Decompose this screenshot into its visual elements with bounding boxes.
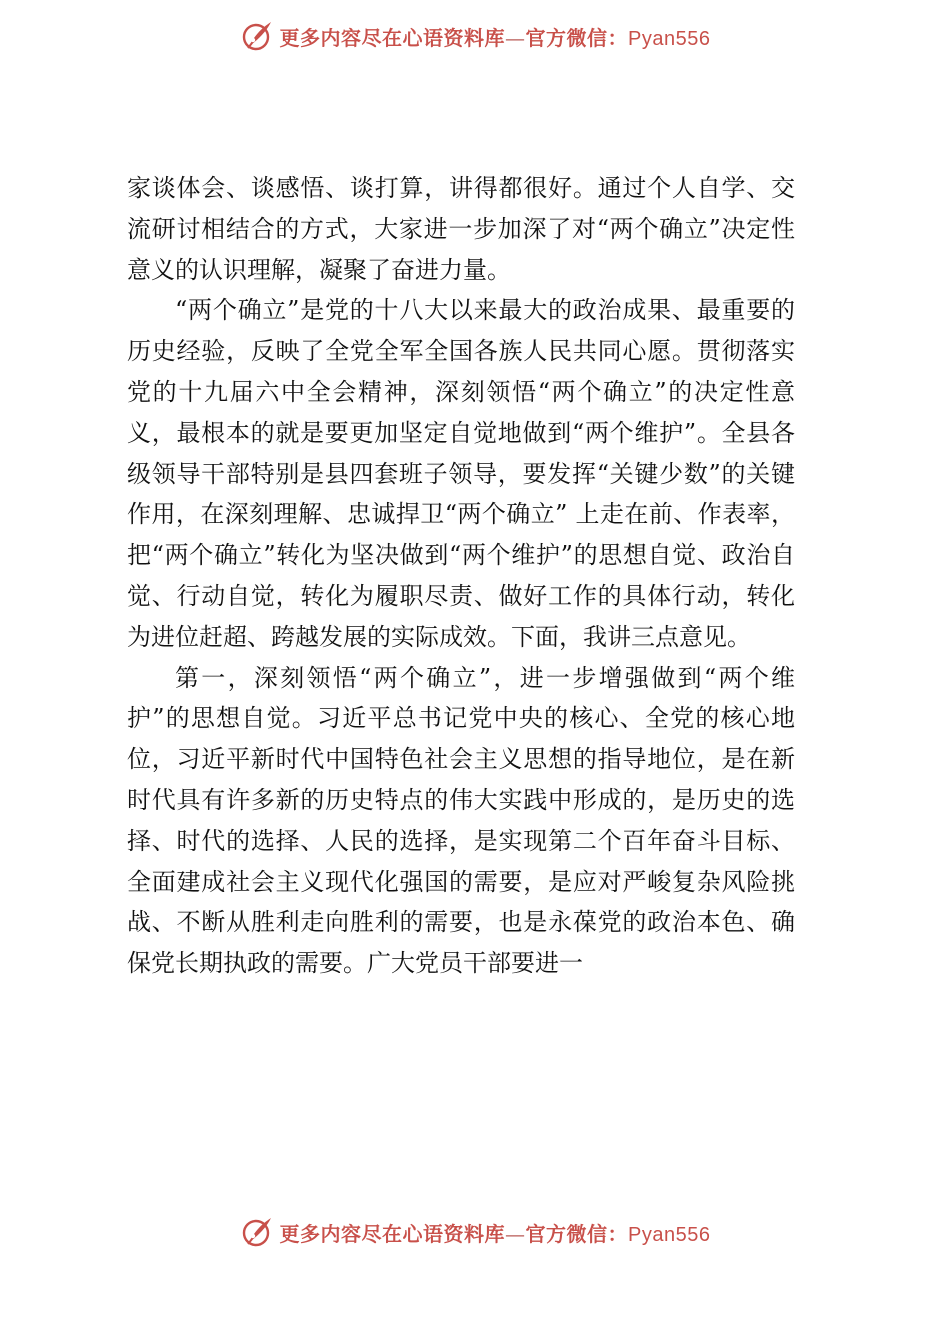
footer-main-text: 更多内容尽在心语资料库: [279, 1221, 506, 1246]
paragraph-3: 第一，深刻领悟“两个确立”，进一步增强做到“两个维护”的思想自觉。习近平总书记党中央的核心、全党的核心地位，习近平新时代中国特色社会主义思想的指导地位，是在新时代具有许多新的历史特点的伟大实践中形成的，是历史的选择、时代的选择、人民的选择，是实现第二个百年奋斗目标、全面建成社会主义现代化强国的需要，是应对严峻复杂风险挑战、不断从胜利走向胜利的需要，也是永葆党的政治本色、确保党长期执政的需要。广大党员干部要进一: [127, 663, 795, 978]
paragraph-1: 家谈体会、谈感悟、谈打算，讲得都很好。通过个人自学、交流研讨相结合的方式，大家进一步加深了对“两个确立”决定性意义的认识理解，凝聚了奋进力量。: [127, 174, 795, 284]
footer-watermark-banner: [0, 1212, 950, 1252]
footer-wechat-id: Pyan556: [628, 1223, 711, 1246]
quill-pen-logo-icon: [240, 19, 274, 53]
document-body: [127, 168, 795, 984]
paragraph-2: “两个确立”是党的十八大以来最大的政治成果、最重要的历史经验，反映了全党全军全国各族人民共同心愿。贯彻落实党的十九届六中全会精神，深刻领悟“两个确立”的决定性意义，最根本的就是要更加坚定自觉地做到“两个维护”。全县各级领导干部特别是县四套班子领导，要发挥“关键少数”的关键作用，在深刻理解、忠诚捍卫“两个确立” 上走在前、作表率，把“两个确立”转化为坚决做到“两个维护”的思想自觉、政治自觉、行动自觉，转化为履职尽责、做好工作的具体行动，转化为进位赶超、跨越发展的实际成效。下面，我讲三点意见。: [127, 296, 795, 651]
quill-pen-logo-icon: [240, 1215, 274, 1249]
header-watermark-banner: [0, 16, 950, 56]
header-wechat-id: Pyan556: [628, 27, 711, 50]
header-separator: —: [505, 25, 526, 50]
header-watermark-text: [280, 22, 711, 51]
footer-wechat-label: 官方微信：: [525, 1221, 629, 1246]
header-wechat-label: 官方微信：: [525, 25, 629, 50]
footer-watermark-text: [280, 1218, 711, 1247]
header-main-text: 更多内容尽在心语资料库: [279, 25, 506, 50]
footer-separator: —: [505, 1221, 526, 1246]
